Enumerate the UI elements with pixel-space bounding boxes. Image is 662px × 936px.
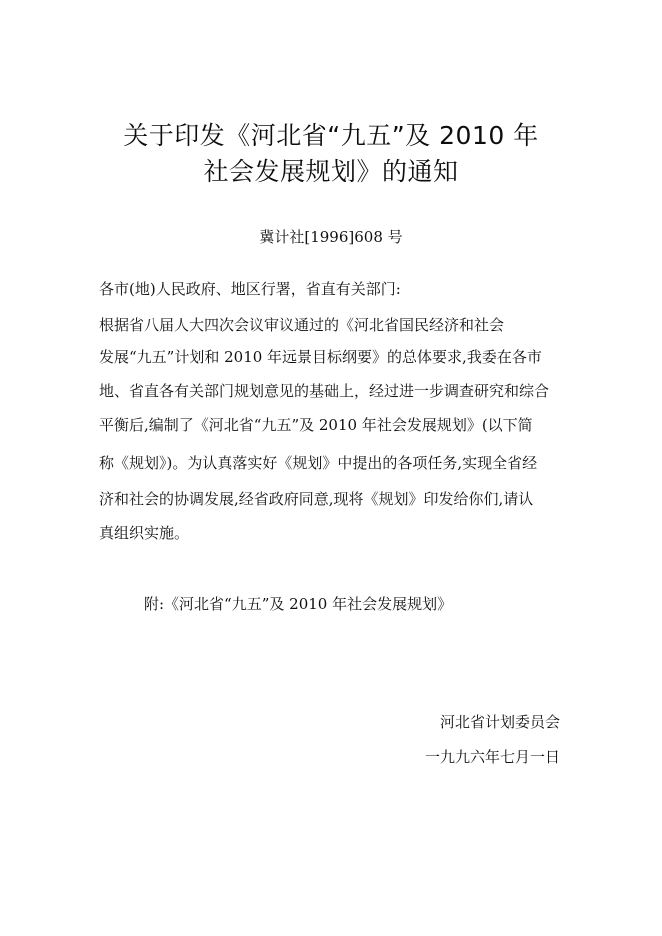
document-number: 冀计社[1996]608 号 — [259, 228, 403, 246]
body-line-2: 发展“九五”计划和 2010 年远景目标纲要》的总体要求,我委在各市 — [99, 348, 542, 366]
signature-date: 一九九六年七月一日 — [424, 748, 560, 766]
body-line-7: 真组织实施。 — [99, 524, 190, 542]
body-line-3: 地、省直各有关部门规划意见的基础上，经过进一步调查研究和综合 — [99, 382, 550, 400]
addressee-line: 各市(地)人民政府、地区行署，省直有关部门: — [99, 280, 401, 298]
body-line-4: 平衡后,编制了《河北省“九五”及 2010 年社会发展规划》(以下简 — [99, 416, 533, 434]
body-line-6: 济和社会的协调发展,经省政府同意,现将《规划》印发给你们,请认 — [99, 490, 534, 508]
document-title-line-2: 社会发展规划》的通知 — [203, 157, 459, 186]
body-line-1: 根据省八届人大四次会议审议通过的《河北省国民经济和社会 — [99, 316, 505, 334]
signature-organization: 河北省计划委员会 — [439, 713, 560, 731]
document-title-line-1: 关于印发《河北省“九五”及 2010 年 — [123, 121, 539, 150]
attachment-note: 附:《河北省“九五”及 2010 年社会发展规划》 — [144, 595, 453, 613]
body-line-5: 称《规划》)。为认真落实好《规划》中提出的各项任务,实现全省经 — [99, 454, 538, 472]
